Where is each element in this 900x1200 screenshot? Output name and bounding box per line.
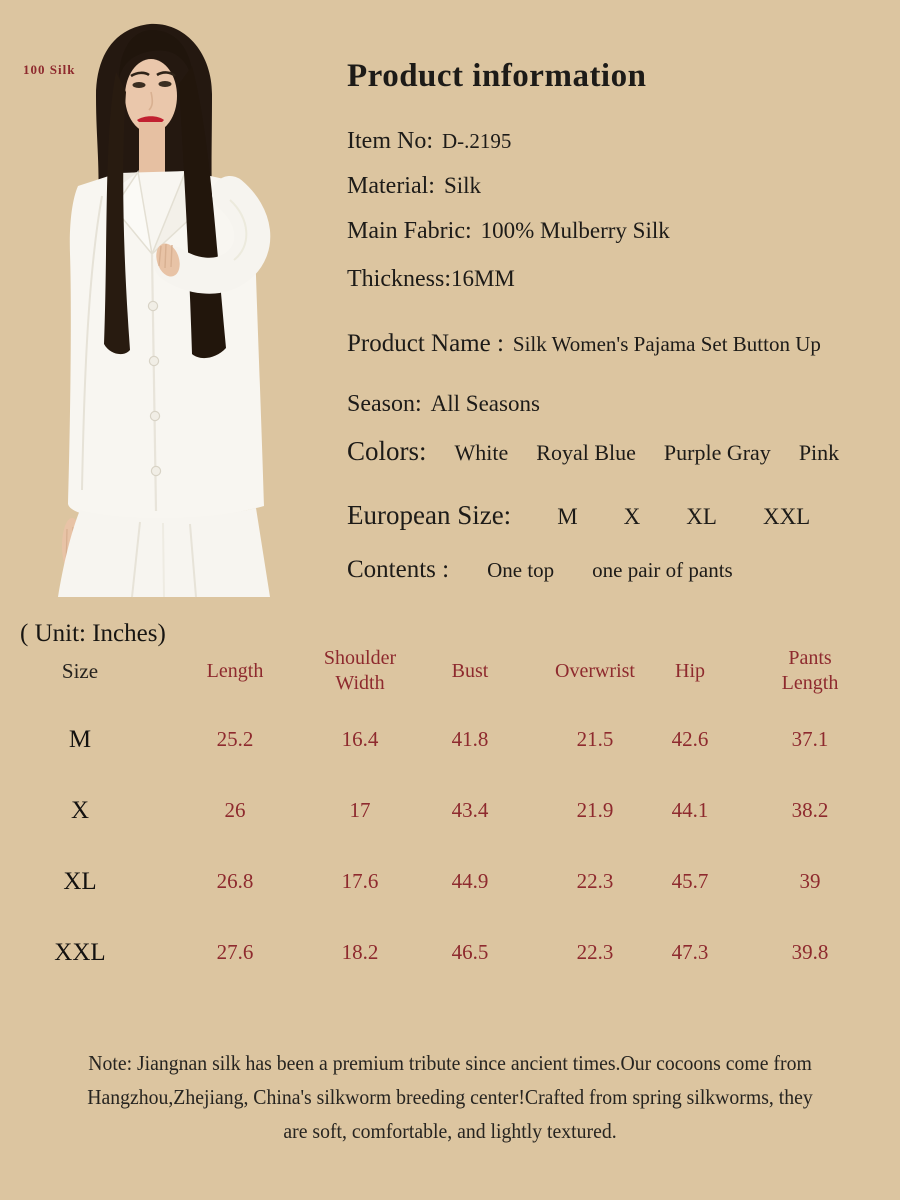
column-header: Overwrist	[555, 659, 635, 682]
cell-length: 26.8	[216, 869, 254, 893]
color-option: Purple Gray	[663, 440, 771, 465]
item-no-label: Item No:	[347, 128, 433, 154]
cell-hip: 44.1	[671, 798, 709, 822]
material-label: Material:	[347, 173, 435, 199]
cell-overwrist: 22.3	[576, 940, 614, 964]
color-option: Pink	[798, 440, 840, 465]
size-option: X	[623, 504, 641, 529]
product-name-line	[347, 330, 821, 358]
main-fabric-label: Main Fabric:	[347, 218, 472, 244]
unit-label: ( Unit: Inches)	[20, 620, 166, 647]
row-size: M	[68, 725, 92, 753]
thickness-label: Thickness:	[347, 266, 451, 292]
column-header: Shoulder Width	[323, 647, 397, 694]
cell-shoulder: 17	[349, 798, 371, 822]
contents-label: Contents :	[347, 556, 450, 583]
note-line: Hangzhou,Zhejiang, China's silkworm breeding center!Crafted from spring silkworms, they	[87, 1085, 813, 1109]
thickness-value: 16MM	[450, 266, 515, 291]
main-fabric-line	[347, 218, 670, 245]
column-header: Hip	[675, 659, 705, 682]
size-option: XL	[686, 504, 717, 529]
size-option: XXL	[762, 504, 811, 529]
season-value: All Seasons	[430, 391, 540, 416]
cell-bust: 43.4	[451, 798, 489, 822]
size-table	[0, 638, 900, 988]
product-name-label: Product Name :	[347, 330, 504, 357]
column-header: Length	[206, 659, 264, 682]
cell-length: 27.6	[216, 940, 254, 964]
note-line: are soft, comfortable, and lightly textured.	[283, 1119, 617, 1143]
cell-shoulder: 16.4	[341, 727, 379, 751]
note-text	[27, 1046, 873, 1148]
product-name-value: Silk Women's Pajama Set Button Up	[512, 332, 821, 356]
column-header: Bust	[451, 659, 489, 682]
colors-label: Colors:	[347, 436, 427, 466]
cell-hip: 45.7	[671, 869, 709, 893]
row-size: X	[70, 796, 90, 824]
table-row	[0, 917, 900, 988]
cell-overwrist: 22.3	[576, 869, 614, 893]
size-option: M	[557, 504, 578, 529]
cell-hip: 47.3	[671, 940, 709, 964]
row-size: XL	[63, 867, 97, 895]
cell-pants: 39.8	[791, 940, 829, 964]
cell-hip: 42.6	[671, 727, 709, 751]
season-label: Season:	[347, 391, 422, 417]
colors-line	[347, 436, 839, 467]
cell-length: 26	[224, 798, 246, 822]
season-line	[347, 391, 540, 418]
size-table-header	[0, 638, 900, 704]
cell-overwrist: 21.9	[576, 798, 614, 822]
color-option: White	[454, 440, 509, 465]
cell-pants: 38.2	[791, 798, 829, 822]
item-no-value: D-.2195	[441, 129, 512, 153]
table-row	[0, 704, 900, 775]
cell-shoulder: 17.6	[341, 869, 379, 893]
table-row	[0, 846, 900, 917]
cell-shoulder: 18.2	[341, 940, 379, 964]
cell-length: 25.2	[216, 727, 254, 751]
product-photo	[18, 14, 318, 600]
cell-bust: 46.5	[451, 940, 489, 964]
european-size-label: European Size:	[347, 500, 512, 530]
material-value: Silk	[443, 173, 482, 198]
cell-pants: 37.1	[791, 727, 829, 751]
main-fabric-value: 100% Mulberry Silk	[480, 218, 670, 243]
thickness-line	[347, 266, 515, 293]
european-size-line	[347, 500, 810, 531]
table-row	[0, 775, 900, 846]
cell-pants: 39	[799, 869, 821, 893]
column-header: Size	[61, 658, 99, 683]
contents-item: one pair of pants	[592, 558, 733, 582]
item-no-line	[347, 128, 511, 155]
note-line: Note: Jiangnan silk has been a premium tribute since ancient times.Our cocoons come from	[88, 1051, 812, 1075]
silk-badge: 100 Silk	[23, 62, 76, 77]
contents-line	[347, 556, 733, 584]
contents-item: One top	[487, 558, 555, 582]
cell-bust: 44.9	[451, 869, 489, 893]
column-header: Pants Length	[781, 647, 839, 694]
page-title: Product information	[347, 58, 647, 94]
row-size: XXL	[54, 938, 106, 966]
color-option: Royal Blue	[536, 440, 636, 465]
material-line	[347, 173, 481, 200]
cell-overwrist: 21.5	[576, 727, 614, 751]
cell-bust: 41.8	[451, 727, 489, 751]
